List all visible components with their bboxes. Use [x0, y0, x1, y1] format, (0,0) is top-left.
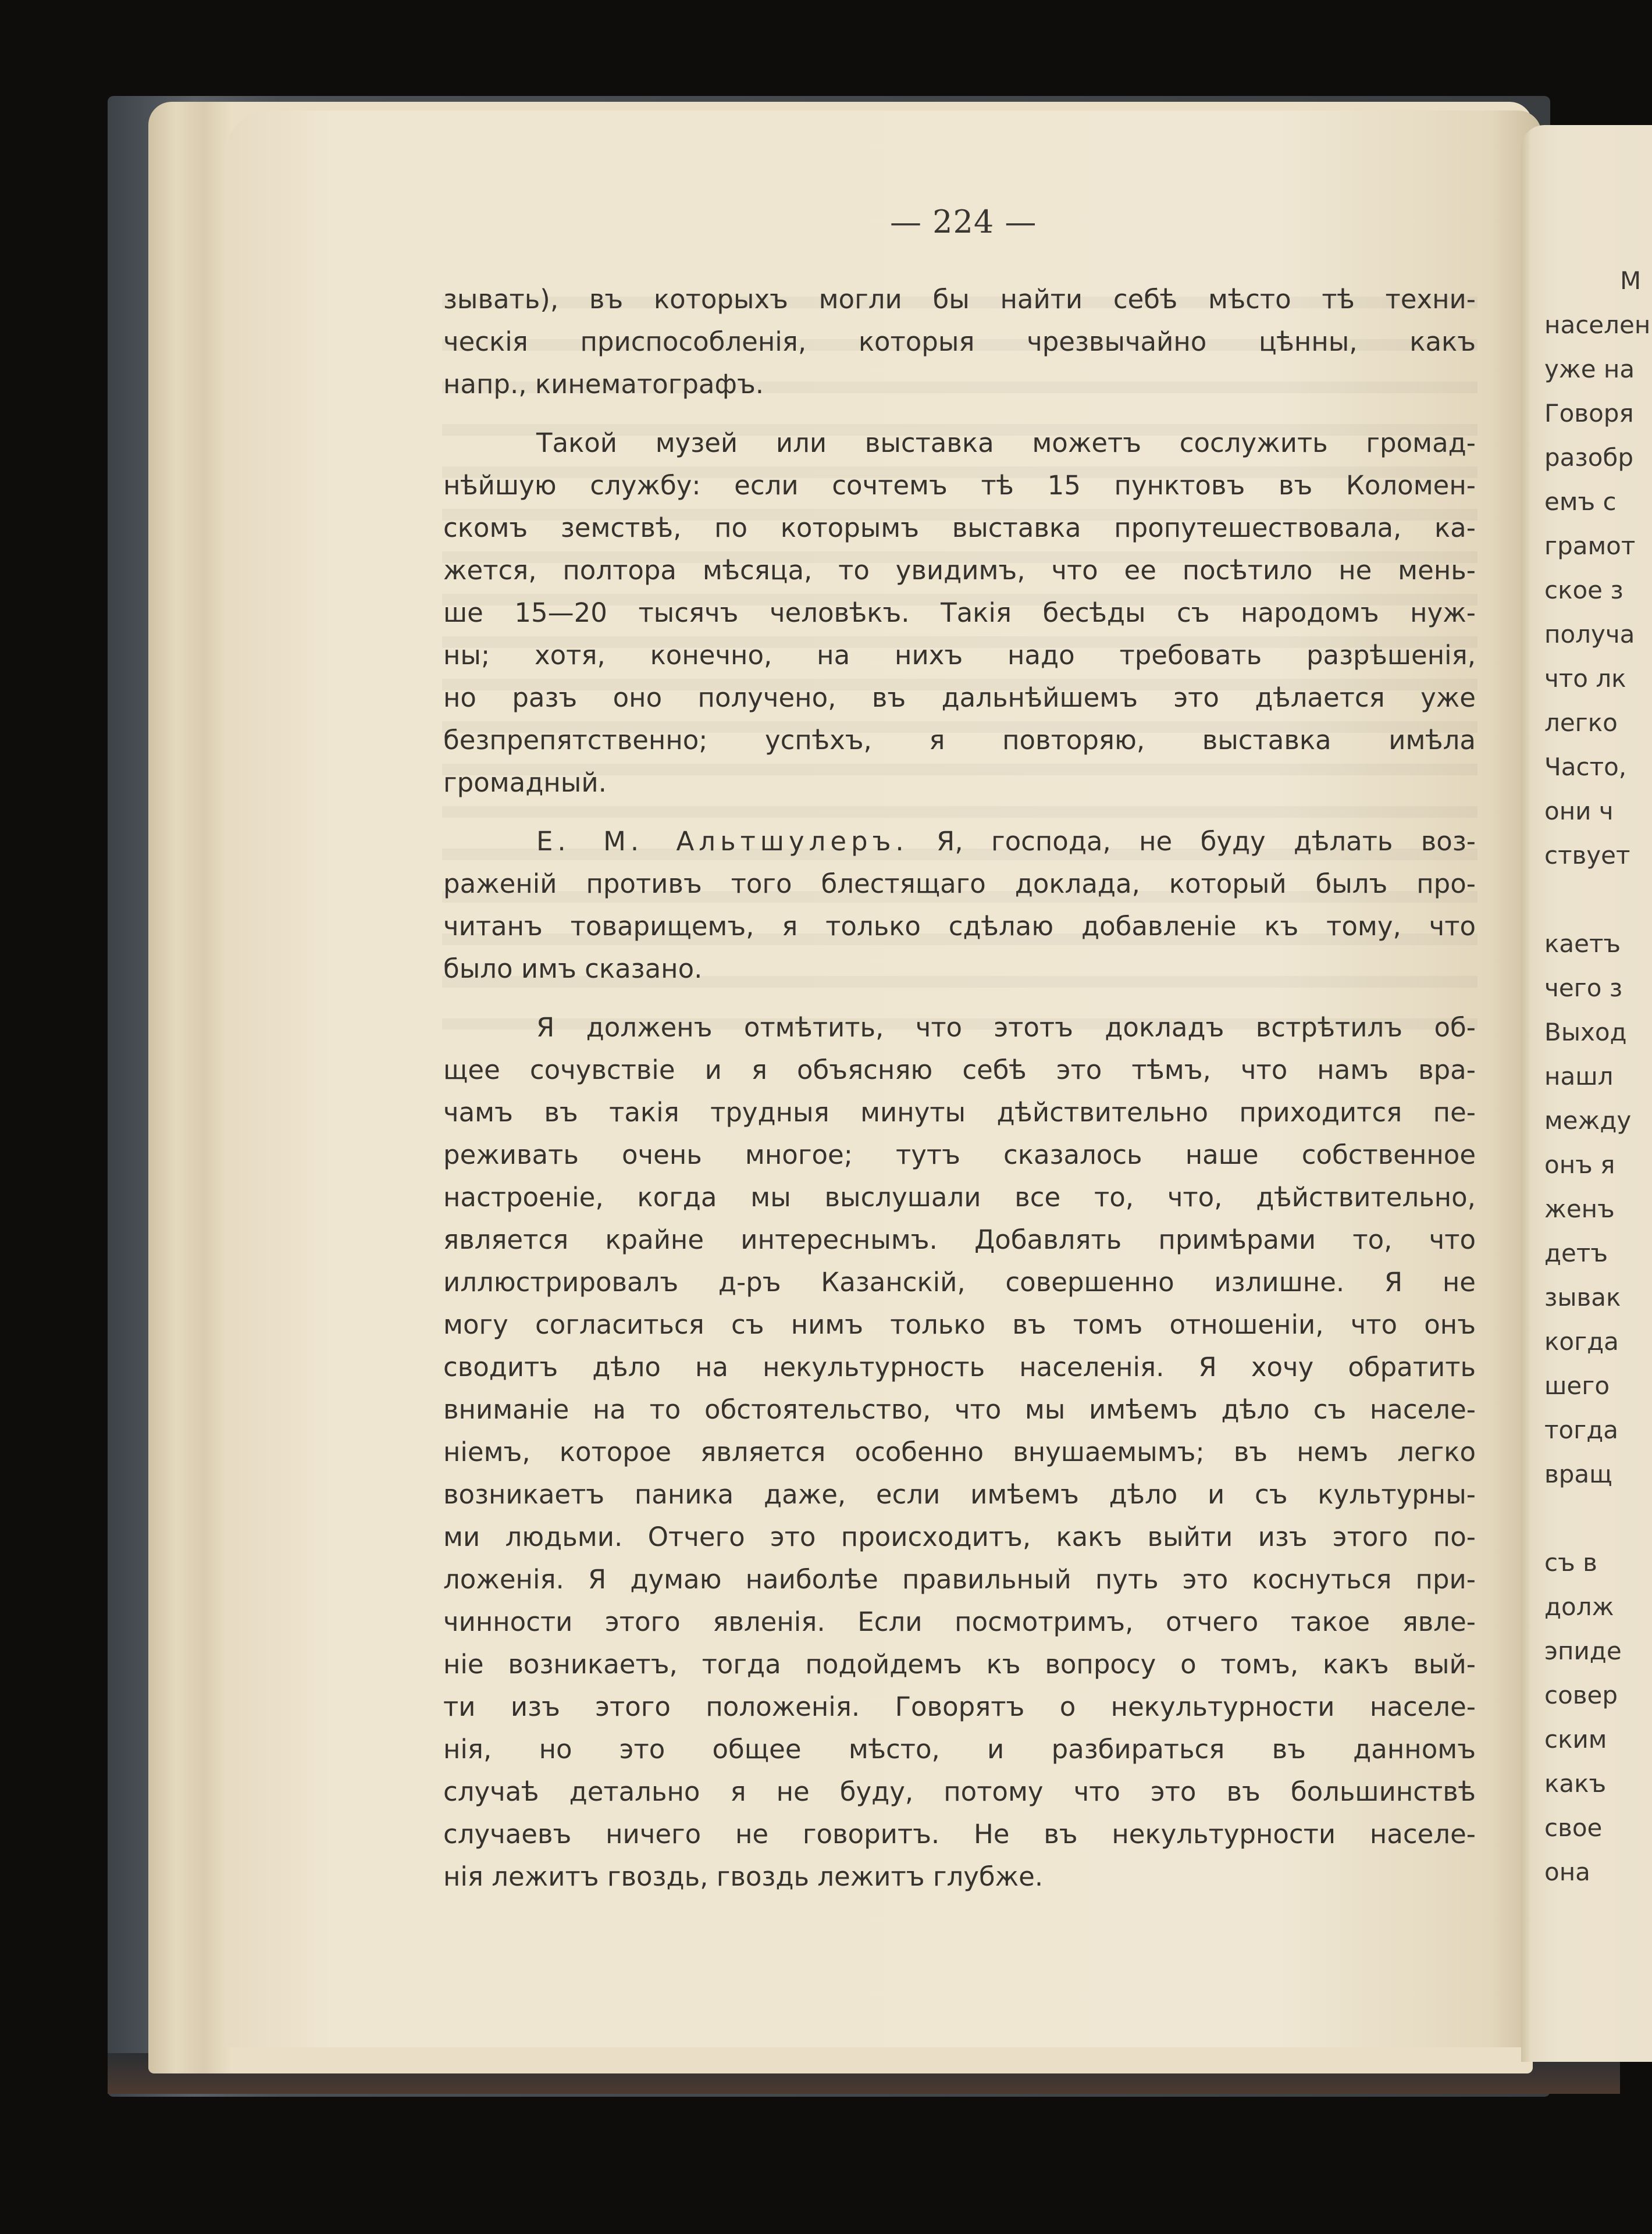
text-line: громадный.	[443, 767, 607, 798]
text-line: является крайне интереснымъ. Добавлять примѣрами то, что	[443, 1224, 1476, 1255]
text-line: ми людьми. Отчего это происходитъ, какъ выйти изъ этого по-	[443, 1522, 1476, 1552]
right-page-line: ствует	[1544, 841, 1630, 870]
text-line: ны; хотя, конечно, на нихъ надо требовать разрѣшенія,	[443, 640, 1476, 671]
right-page-line: Говоря	[1544, 399, 1634, 427]
right-page-line: ское з	[1544, 576, 1623, 604]
body-text	[443, 278, 1476, 1898]
text-line: ти изъ этого положенія. Говорятъ о некультурности населе-	[443, 1691, 1476, 1722]
text-line: могу согласиться съ нимъ только въ томъ отношеніи, что онъ	[443, 1309, 1476, 1340]
right-page-line: что лк	[1544, 664, 1626, 693]
text-line: ческія приспособленія, которыя чрезвычайно цѣнны, какъ	[443, 326, 1476, 357]
speaker-line	[443, 820, 1476, 863]
text-line: скомъ земствѣ, по которымъ выставка пропутешествовала, ка-	[443, 512, 1476, 543]
right-page-line: съ в	[1544, 1548, 1597, 1577]
right-page-line: грамот	[1544, 532, 1636, 560]
right-page-line: когда	[1544, 1327, 1619, 1356]
text-line: безпрепятственно; успѣхъ, я повторяю, выставка имѣла	[443, 725, 1476, 756]
page-number: — 224 —	[890, 204, 1037, 240]
text-line: но разъ оно получено, въ дальнѣйшемъ это дѣлается уже	[443, 682, 1476, 713]
text-line: ніемъ, которое является особенно внушаемымъ; въ немъ легко	[443, 1437, 1476, 1467]
text-line: нія, но это общее мѣсто, и разбираться въ данномъ	[443, 1734, 1476, 1765]
right-page-line: М	[1620, 268, 1642, 295]
right-page-line: Выход	[1544, 1018, 1627, 1046]
text-line: жется, полтора мѣсяца, то увидимъ, что ее посѣтило не мень-	[443, 555, 1476, 586]
text-line: нѣйшую службу: если сочтемъ тѣ 15 пунктовъ въ Коломен-	[443, 470, 1476, 501]
right-page-line: женъ	[1544, 1195, 1615, 1223]
right-page-line: детъ	[1544, 1239, 1608, 1267]
text-line: нія лежитъ гвоздь, гвоздь лежитъ глубже.	[443, 1861, 1044, 1892]
right-page-line: какъ	[1544, 1769, 1607, 1798]
right-page-line: долж	[1544, 1592, 1614, 1621]
right-page-line: легко	[1544, 708, 1618, 737]
text-line: чамъ въ такія трудныя минуты дѣйствительно приходится пе-	[443, 1097, 1476, 1128]
right-page-line: уже на	[1544, 355, 1635, 383]
right-page-line: Часто,	[1544, 753, 1627, 781]
right-page-line: зывак	[1544, 1283, 1621, 1312]
text-line: случаѣ детально я не буду, потому что это въ большинствѣ	[443, 1776, 1476, 1807]
text-line: было имъ сказано.	[443, 953, 703, 984]
text-line: ніе возникаетъ, тогда подойдемъ къ вопросу о томъ, какъ вый-	[443, 1649, 1476, 1680]
right-page-line: эпиде	[1544, 1637, 1622, 1665]
text-line: щее сочувствіе и я объясняю себѣ это тѣмъ, что намъ вра-	[443, 1054, 1476, 1085]
right-page-line: тогда	[1544, 1416, 1619, 1444]
text-line: Такой музей или выставка можетъ сослужить громад-	[536, 427, 1476, 458]
speaker-name: Е. М. Альтшулеръ.	[536, 826, 909, 857]
text-line: сводитъ дѣло на некультурность населенія. Я хочу обратить	[443, 1352, 1476, 1383]
right-page-line: чего з	[1544, 974, 1623, 1002]
right-page-line: они ч	[1544, 797, 1614, 825]
text-line: реживать очень многое; тутъ сказалось наше собственное	[443, 1139, 1476, 1170]
text-line: возникаетъ паника даже, если имѣемъ дѣло и съ культурны-	[443, 1479, 1476, 1510]
right-page-gap	[1544, 878, 1652, 922]
text-line: напр., кинематографъ.	[443, 369, 764, 400]
right-page-line: емъ с	[1544, 487, 1617, 516]
text-line: вниманіе на то обстоятельство, что мы имѣемъ дѣло съ населе-	[443, 1394, 1476, 1425]
text-line: Я, господа, не буду дѣлать воз-	[937, 826, 1476, 857]
right-page-line: она	[1544, 1858, 1590, 1886]
right-page-line: получа	[1544, 620, 1635, 649]
right-page-line: ским	[1544, 1725, 1607, 1754]
right-page-line: вращ	[1544, 1460, 1612, 1488]
text-line: читанъ товарищемъ, я только сдѣлаю добавленіе къ тому, что	[443, 911, 1476, 942]
text-line: Я долженъ отмѣтить, что этотъ докладъ встрѣтилъ об-	[536, 1012, 1476, 1043]
right-page-text	[1544, 268, 1652, 1894]
right-page-line: между	[1544, 1106, 1632, 1135]
right-page-line: совер	[1544, 1681, 1618, 1709]
right-page-gap	[1544, 1497, 1652, 1541]
text-line: иллюстрировалъ д-ръ Казанскій, совершенно излишне. Я не	[443, 1267, 1476, 1298]
right-page-line: каетъ	[1544, 929, 1621, 958]
text-line: чинности этого явленія. Если посмотримъ, отчего такое явле-	[443, 1606, 1476, 1637]
text-line: случаевъ ничего не говоритъ. Не въ некультурности населе-	[443, 1819, 1476, 1850]
right-page-line: населен	[1544, 311, 1651, 339]
right-page-line: шего	[1544, 1371, 1610, 1400]
text-line: настроеніе, когда мы выслушали все то, что, дѣйствительно,	[443, 1182, 1476, 1213]
right-page-line: разобр	[1544, 443, 1633, 472]
text-line: зывать), въ которыхъ могли бы найти себѣ мѣсто тѣ техни-	[443, 284, 1476, 315]
text-line: раженій противъ того блестящаго доклада, который былъ про-	[443, 868, 1476, 899]
text-line: ше 15—20 тысячъ человѣкъ. Такія бесѣды съ народомъ нуж-	[443, 597, 1476, 628]
right-page-line: нашл	[1544, 1062, 1614, 1091]
right-page-line: свое	[1544, 1813, 1603, 1842]
right-page-line: онъ я	[1544, 1150, 1615, 1179]
text-line: ложенія. Я думаю наиболѣе правильный путь это коснуться при-	[443, 1564, 1476, 1595]
